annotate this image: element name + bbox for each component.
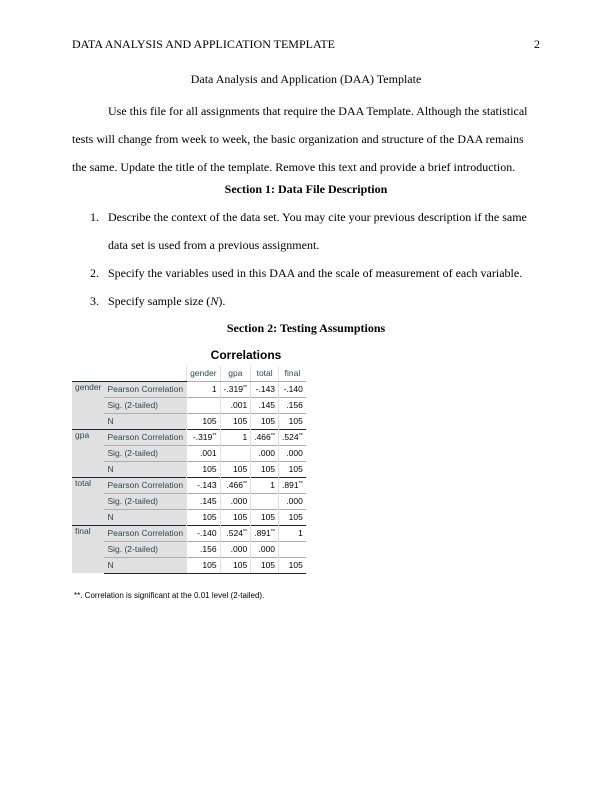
cell-value: .000: [286, 496, 303, 506]
table-cell: [251, 397, 279, 413]
table-cell: [220, 493, 251, 509]
table-cell: [251, 445, 279, 461]
table-cell: [251, 541, 279, 557]
table-cell: [279, 493, 306, 509]
cell-value: -.319: [192, 432, 213, 442]
running-head: DATA ANALYSIS AND APPLICATION TEMPLATE: [72, 37, 335, 51]
table-cell: [279, 413, 306, 429]
list-item: [72, 259, 540, 287]
table-row: [72, 413, 306, 429]
cell-value: .891: [282, 480, 299, 490]
cell-value: 105: [260, 464, 276, 474]
table-cell: [220, 445, 251, 461]
list-item-number: 1.: [90, 210, 99, 224]
column-header: gender: [187, 366, 220, 381]
table-cell: [279, 397, 306, 413]
table-cell: [187, 461, 220, 477]
cell-value: .000: [230, 496, 248, 506]
row-variable-label: total: [72, 477, 104, 525]
table-cell: [279, 509, 306, 525]
row-statistic-label: Pearson Correlation: [104, 477, 186, 493]
cell-value: -.140: [197, 528, 217, 538]
table-cell: [187, 509, 220, 525]
cell-value: .001: [230, 400, 248, 410]
cell-value: .891: [254, 528, 271, 538]
table-footnote: **. Correlation is significant at the 0.01 level (2-tailed).: [74, 591, 265, 600]
row-statistic-label: Pearson Correlation: [104, 381, 186, 397]
significance-marker: **: [270, 529, 276, 535]
table-cell: [187, 429, 220, 445]
table-row: [72, 477, 306, 493]
section2-heading: Section 2: Testing Assumptions: [226, 321, 386, 335]
cell-value: 105: [288, 560, 303, 570]
table-cell: [187, 493, 220, 509]
table-cell: [279, 557, 306, 573]
table-cell: [251, 525, 279, 541]
cell-value: 105: [233, 560, 248, 570]
table-cell: [187, 413, 220, 429]
column-header: final: [279, 366, 306, 381]
list-item-number: 3.: [90, 294, 99, 308]
table-row: [72, 381, 306, 397]
page-header: [72, 37, 540, 51]
table-row: [72, 525, 306, 541]
table-row: [72, 429, 306, 445]
cell-value: 105: [202, 512, 217, 522]
row-statistic-label: Sig. (2-tailed): [104, 541, 186, 557]
table-row: [72, 509, 306, 525]
list-item-number: 2.: [90, 266, 99, 280]
table-cell: [279, 381, 306, 397]
cell-value: 105: [202, 416, 217, 426]
table-cell: [279, 461, 306, 477]
cell-value: .000: [258, 448, 276, 458]
cell-value: 1: [298, 528, 303, 538]
table-row: [72, 461, 306, 477]
significance-marker: **: [298, 481, 303, 487]
table-cell: [251, 461, 279, 477]
section1-list: [72, 203, 540, 315]
table-header-row: [72, 366, 306, 381]
row-statistic-label: Sig. (2-tailed): [104, 445, 186, 461]
cell-value: 1: [242, 432, 248, 442]
table-cell: [279, 541, 306, 557]
table-cell: [187, 525, 220, 541]
row-statistic-label: Pearson Correlation: [104, 525, 186, 541]
row-statistic-label: N: [104, 461, 186, 477]
list-item-text-end: ).: [218, 294, 226, 308]
cell-value: .156: [286, 400, 303, 410]
table-cell: [251, 509, 279, 525]
header-blank: [104, 366, 186, 381]
table-cell: [220, 461, 251, 477]
table-cell: [220, 477, 251, 493]
table-cell: [251, 429, 279, 445]
section1-heading: Section 1: Data File Description: [224, 182, 388, 196]
table-row: [72, 557, 306, 573]
significance-marker: **: [212, 433, 217, 439]
table-cell: [220, 429, 251, 445]
cell-value: 105: [288, 512, 303, 522]
cell-value: .145: [258, 400, 276, 410]
list-item-italic: N: [210, 294, 219, 308]
table-row: [72, 397, 306, 413]
table-row: [72, 541, 306, 557]
table-cell: [279, 429, 306, 445]
table-cell: [220, 413, 251, 429]
header-blank: [72, 366, 104, 381]
table-cell: [279, 477, 306, 493]
table-cell: [251, 493, 279, 509]
table-cell: [220, 397, 251, 413]
cell-value: 105: [260, 512, 276, 522]
intro-paragraph: Use this file for all assignments that require the DAA Template. Although the statistical tests will change from week to week, the basic organization and structure of the DAA remains the same. Update the title of the template. Remove this text and provide a brief introduction.: [72, 104, 528, 174]
table-cell: [251, 477, 279, 493]
cell-value: .000: [258, 544, 276, 554]
table-cell: [251, 557, 279, 573]
row-statistic-label: N: [104, 413, 186, 429]
table-cell: [220, 557, 251, 573]
table-cell: [279, 445, 306, 461]
row-statistic-label: Pearson Correlation: [104, 429, 186, 445]
table-cell: [220, 525, 251, 541]
cell-value: .145: [200, 496, 217, 506]
table-cell: [251, 413, 279, 429]
cell-value: 105: [233, 512, 248, 522]
row-variable-label: gpa: [72, 429, 104, 477]
list-item: [72, 287, 540, 315]
significance-marker: **: [242, 529, 248, 535]
cell-value: 1: [211, 384, 217, 394]
list-item-text: Specify sample size (: [108, 294, 211, 308]
list-item-text: Describe the context of the data set. You may cite your previous description if the same data set is used from a previous assignment.: [108, 210, 527, 252]
table-cell: [220, 381, 251, 397]
document-title: Data Analysis and Application (DAA) Template: [190, 72, 422, 86]
row-statistic-label: N: [104, 557, 186, 573]
row-statistic-label: N: [104, 509, 186, 525]
list-item-text: Specify the variables used in this DAA and the scale of measurement of each variable.: [108, 266, 523, 280]
significance-marker: **: [242, 481, 248, 487]
cell-value: -.143: [255, 384, 276, 394]
cell-value: 105: [202, 464, 217, 474]
cell-value: -.319: [223, 384, 243, 394]
cell-value: 105: [260, 560, 276, 570]
cell-value: .000: [286, 448, 303, 458]
cell-value: .156: [200, 544, 217, 554]
cell-value: .001: [200, 448, 217, 458]
row-variable-label: final: [72, 525, 104, 573]
row-statistic-label: Sig. (2-tailed): [104, 493, 186, 509]
cell-value: .524: [282, 432, 299, 442]
table-cell: [187, 381, 220, 397]
table-cell: [251, 381, 279, 397]
correlations-title: Correlations: [210, 348, 282, 362]
table-row: [72, 445, 306, 461]
cell-value: 105: [233, 464, 248, 474]
table-row: [72, 493, 306, 509]
table-cell: [187, 557, 220, 573]
list-item: [72, 203, 540, 259]
table-cell: [187, 445, 220, 461]
cell-value: .466: [226, 480, 243, 490]
cell-value: 105: [260, 416, 276, 426]
table-cell: [279, 525, 306, 541]
significance-marker: **: [298, 433, 303, 439]
cell-value: -.140: [283, 384, 303, 394]
table-cell: [220, 509, 251, 525]
cell-value: -.143: [197, 480, 217, 490]
cell-value: 105: [288, 416, 303, 426]
cell-value: .000: [230, 544, 248, 554]
column-header: total: [251, 366, 279, 381]
significance-marker: **: [270, 433, 276, 439]
row-statistic-label: Sig. (2-tailed): [104, 397, 186, 413]
table-cell: [187, 477, 220, 493]
cell-value: .466: [254, 432, 271, 442]
table-cell: [187, 541, 220, 557]
table-cell: [220, 541, 251, 557]
correlations-table: [72, 366, 306, 574]
column-header: gpa: [220, 366, 251, 381]
row-variable-label: gender: [72, 381, 104, 429]
cell-value: 105: [233, 416, 248, 426]
cell-value: 105: [202, 560, 217, 570]
cell-value: .524: [226, 528, 243, 538]
table-cell: [187, 397, 220, 413]
page-number: 2: [534, 37, 540, 51]
significance-marker: **: [242, 385, 248, 391]
cell-value: 1: [270, 480, 276, 490]
cell-value: 105: [288, 464, 303, 474]
